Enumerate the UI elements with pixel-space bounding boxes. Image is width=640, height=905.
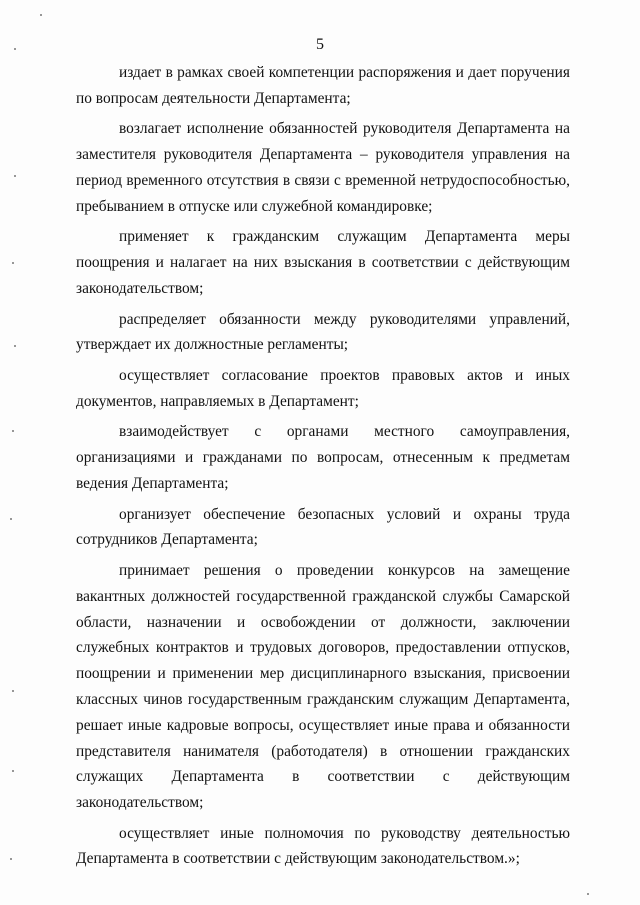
paragraph: организует обеспечение безопасных условий и охраны труда сотрудников Департамента; xyxy=(76,505,570,549)
page-number: 5 xyxy=(316,36,324,53)
paragraph: возлагает исполнение обязанностей руководителя Департамента на заместителя руководителя Департамента – руководителя управления на период временного отсутствия в связи с временной нетрудоспособностью, пребыванием в отпуске или служебной командировке; xyxy=(76,120,570,215)
paragraph: издает в рамках своей компетенции распоряжения и дает поручения по вопросам деятельности Департамента; xyxy=(76,64,570,107)
paragraph: применяет к гражданским служащим Департамента меры поощрения и налагает на них взыскания в соответствии с действующим законодательством; xyxy=(76,228,570,297)
paragraph: взаимодействует с органами местного самоуправления, организациями и гражданами по вопросам, отнесенным к предметам ведения Департамента; xyxy=(76,423,570,492)
paragraph: принимает решения о проведении конкурсов на замещение вакантных должностей государственной гражданской службы Самарской области, назначении и освобождении от должности, заключении служебных контрактов и трудовых договоров, предоставлении отпусков, поощрении и применении мер дисциплинарного взыскания, присвоении классных чинов государственным гражданским служащим Департамента, решает иные кадровые вопросы, осуществляет иные права и обязанности представителя нанимателя (работодателя) в отношении гражданских служащих Департамента в соответствии с действующим законодательством; xyxy=(76,561,570,812)
document-body xyxy=(76,60,570,877)
paragraph: осуществляет согласование проектов правовых актов и иных документов, направляемых в Департамент; xyxy=(76,366,570,410)
paragraph: осуществляет иные полномочия по руководству деятельностью Департамента в соответствии с действующим законодательством.»; xyxy=(76,824,570,868)
paragraph: распределяет обязанности между руководителями управлений, утверждает их должностные регламенты; xyxy=(76,310,570,354)
